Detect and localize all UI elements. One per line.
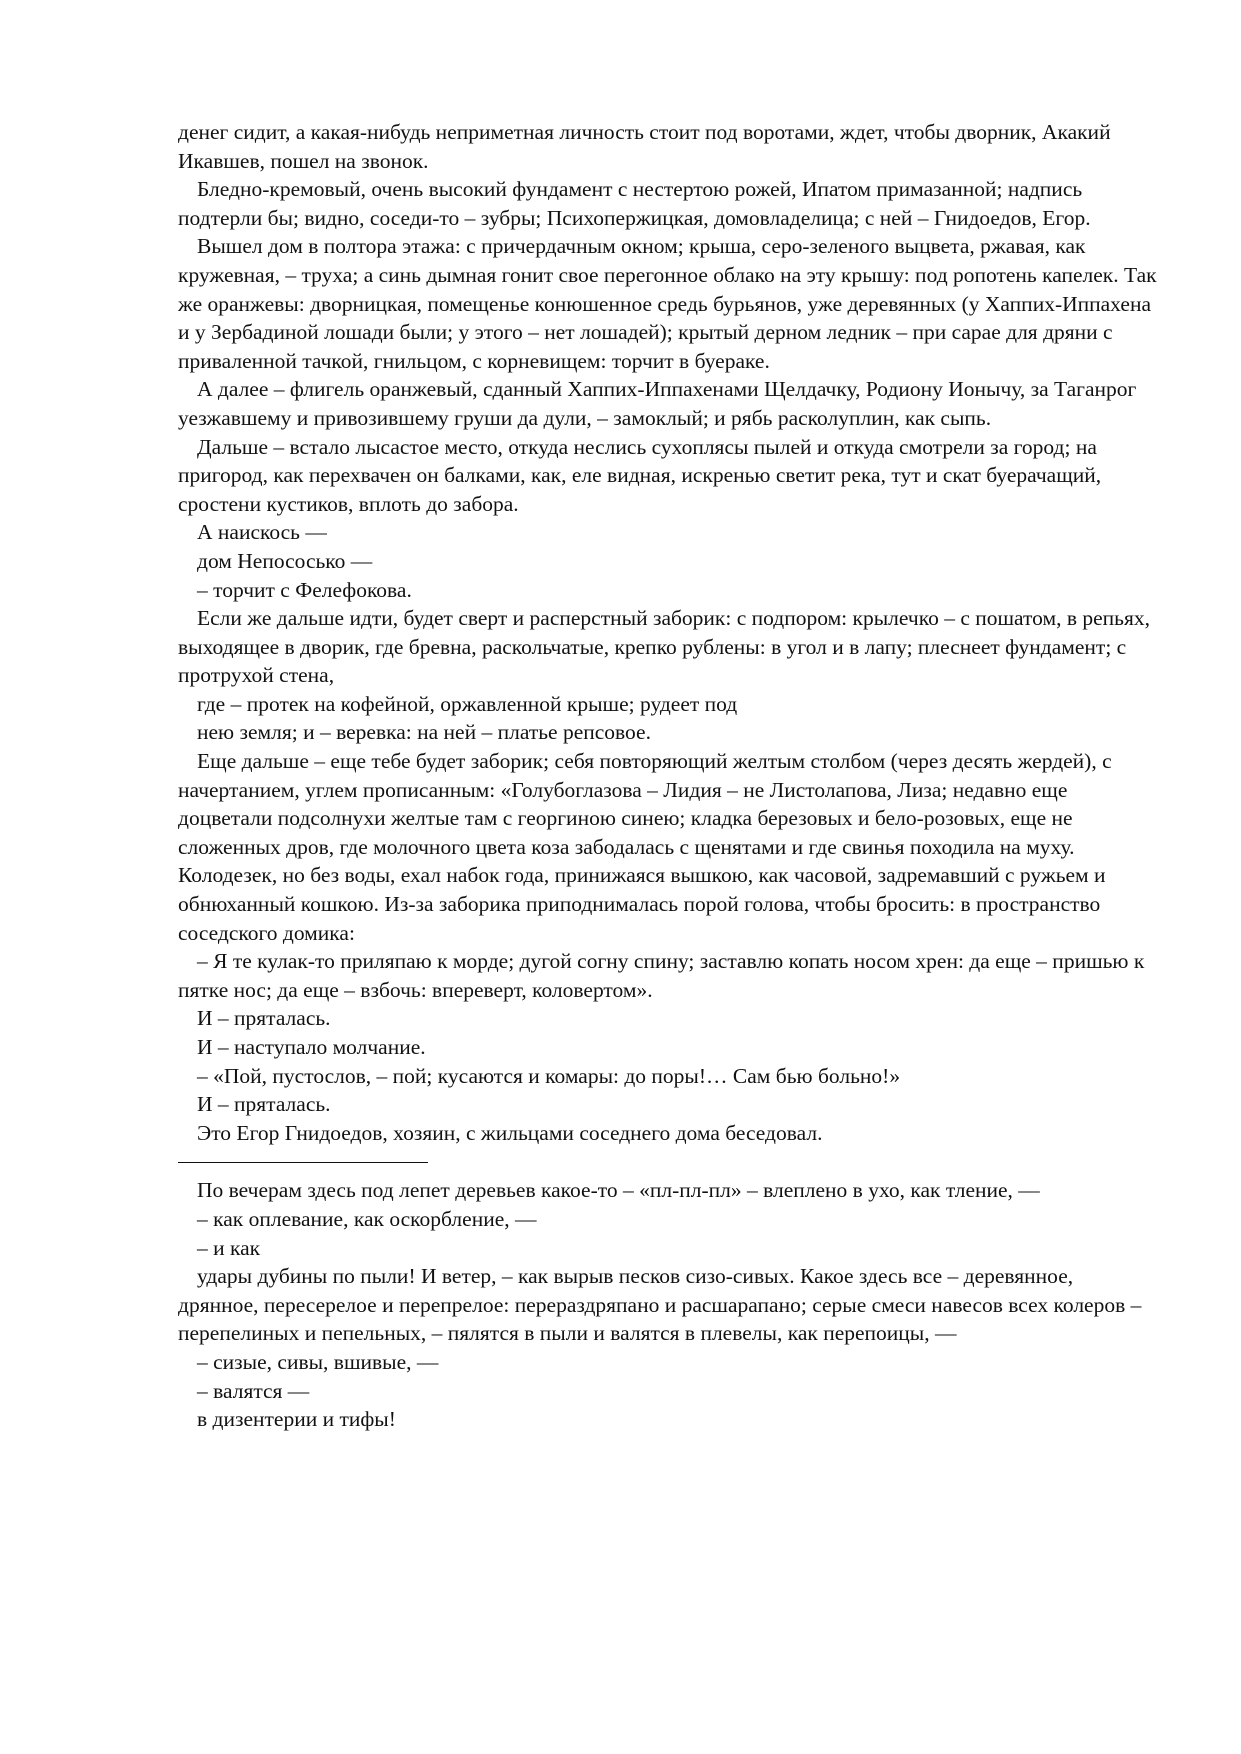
paragraph: – валятся —: [197, 1378, 310, 1403]
paragraph: – «Пой, пустослов, – пой; кусаются и комары: до поры!… Сам бью больно!»: [197, 1063, 901, 1088]
paragraph: Это Егор Гнидоедов, хозяин, с жильцами соседнего дома беседовал.: [197, 1120, 823, 1145]
paragraph: Бледно-кремовый, очень высокий фундамент с нестертою рожей, Ипатом примазанной; надпись подтерли бы; видно, соседи-то – зубры; Психопержицкая, домовладелица; с ней – Гнидоедов, Егор.: [178, 177, 1091, 230]
paragraph: Дальше – встало лысастое место, откуда неслись сухоплясы пылей и откуда смотрели за город; на пригород, как перехвачен он балками, как, еле видная, искренью светит река, тут и скат буерачащий, сростени кустиков, вплоть до забора.: [178, 434, 1102, 516]
paragraph: в дизентерии и тифы!: [197, 1407, 396, 1432]
paragraph: – и как: [197, 1235, 261, 1260]
paragraph: Если же дальше идти, будет сверт и расперстный заборик: с подпором: крылечко – с пошатом, в репьях, выходящее в дворик, где бревна, раскольчатые, крепко рублены: в угол и в лапу; плеснеет фундамент; с протрухой стена,: [178, 606, 1150, 688]
paragraph: денег сидит, а какая-нибудь неприметная личность стоит под воротами, ждет, чтобы дворник, Акакий Икавшев, пошел на звонок.: [178, 120, 1111, 173]
paragraph: где – протек на кофейной, оржавленной крыше; рудеет под: [197, 691, 738, 716]
paragraph: По вечерам здесь под лепет деревьев какое-то – «пл-пл-пл» – влеплено в ухо, как тление, —: [197, 1178, 1040, 1203]
paragraph: А наискось —: [197, 520, 327, 545]
paragraph: – как оплевание, как оскорбление, —: [197, 1206, 537, 1231]
section-divider: [178, 1162, 428, 1163]
paragraph: удары дубины по пыли! И ветер, – как вырыв песков сизо-сивых. Какое здесь все – деревянное, дрянное, пересерелое и перепрелое: перераздряпано и расшарапано; серые смеси навесов всех колеров – перепелиных и пепельных, – пялятся в пыли и валятся в плевелы, как перепоицы, —: [178, 1264, 1142, 1346]
paragraph: – сизые, сивы, вшивые, —: [197, 1349, 439, 1374]
paragraph: дом Непососько —: [197, 548, 373, 573]
paragraph: И – пряталась.: [197, 1092, 331, 1117]
paragraph: нею земля; и – веревка: на ней – платье репсовое.: [197, 720, 651, 745]
paragraph: И – наступало молчание.: [197, 1035, 426, 1059]
paragraph: А далее – флигель оранжевый, сданный Хаппих-Иппахенами Щелдачку, Родиону Ионычу, за Таганрог уезжавшему и привозившему груши да дули, – замоклый; и рябь расколуплин, как сыпь.: [178, 377, 1137, 430]
document-body: [178, 118, 1158, 1434]
paragraph: – торчит с Фелефокова.: [197, 577, 412, 602]
paragraph: Вышел дом в полтора этажа: с причердачным окном; крыша, серо-зеленого выцвета, ржавая, как кружевная, – труха; а синь дымная гонит свое перегонное облако на эту крышу: под ропотень капелек. Так же оранжевы: дворницкая, помещенье конюшенное средь бурьянов, уже деревянных (у Хаппих-Иппахена и у Зербадиной лошади были; у этого – нет лошадей); крытый дерном ледник – при сарае для дряни с приваленной тачкой, гнильцом, с корневищем: торчит в буераке.: [178, 234, 1157, 373]
paragraph: И – пряталась.: [197, 1006, 331, 1031]
paragraph: Еще дальше – еще тебе будет заборик; себя повторяющий желтым столбом (через десять жердей), с начертанием, углем прописанным: «Голубоглазова – Лидия – не Листолапова, Лиза; недавно еще доцветали подсолнухи желтые там с георгиною синею; кладка березовых и бело-розовых, еще не сложенных дров, где молочного цвета коза забодалась с щенятами и где свинья походила на муху. Колодезек, но без воды, ехал набок года, принижаяся вышкою, как часовой, задремавший с ружьем и обнюханный кошкою. Из-за заборика приподнималась порой голова, чтобы бросить: в пространство соседского домика:: [178, 749, 1112, 945]
paragraph: – Я те кулак-то приляпаю к морде; дугой согну спину; заставлю копать носом хрен: да еще – пришью к пятке нос; да еще – взбочь: впереверт, коловертом».: [178, 949, 1145, 1002]
